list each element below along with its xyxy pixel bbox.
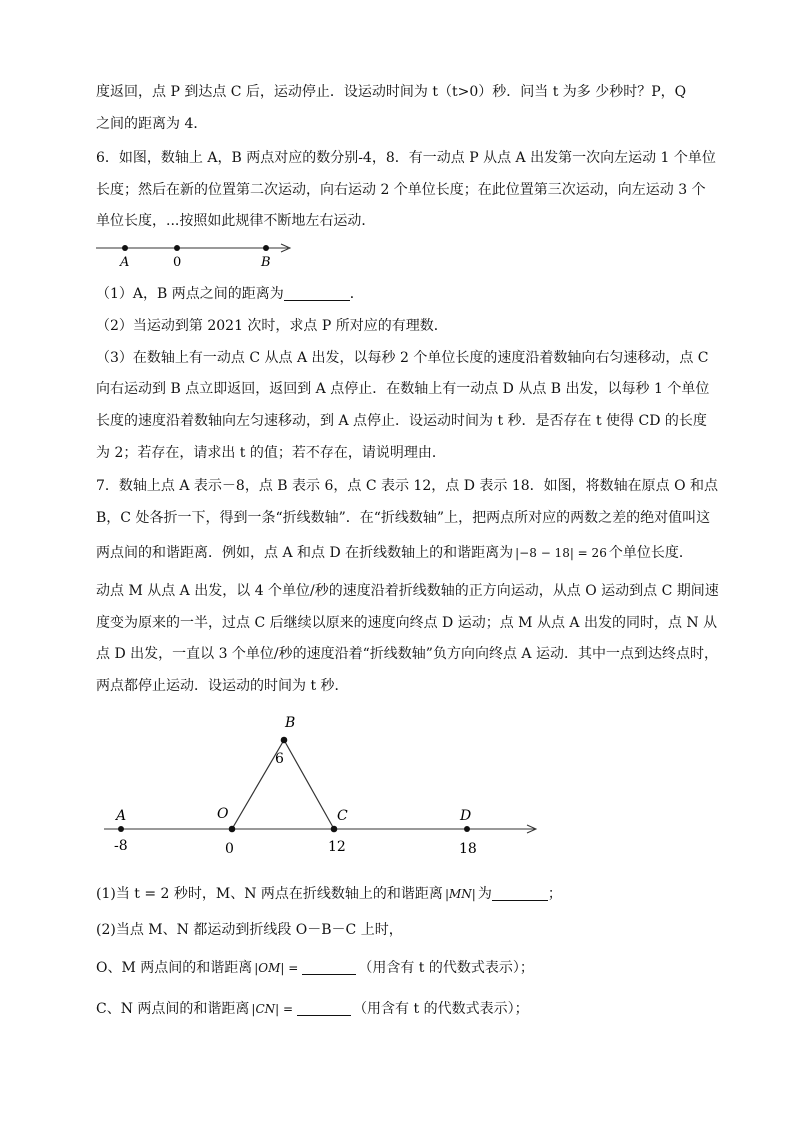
problem6-line3: 单位长度，...按照如此规律不断地左右运动．	[96, 213, 376, 229]
problem5-line1: 度返回，点 P 到达点 C 后，运动停止．设运动时间为 t（t>0）秒．问当 t 为多 少秒时？P，Q	[96, 84, 687, 100]
problem7-question2: (2)当点 M、N 都运动到折线段 O－B－C 上时，	[96, 922, 403, 938]
point-d-dot	[464, 826, 470, 832]
cn-expression: |CN| =	[251, 1002, 294, 1016]
point-b-dot	[263, 245, 269, 251]
label-b: B	[285, 715, 296, 731]
point-o-dot	[229, 826, 236, 833]
label-a: A	[120, 255, 130, 270]
point-b-dot	[281, 737, 288, 744]
problem6-question3-line1: （3）在数轴上有一动点 C 从点 A 出发，以每秒 2 个单位长度的速度沿着数轴向右匀速移动，点 C	[96, 350, 709, 366]
label-a: A	[116, 808, 127, 824]
label-origin: 0	[173, 255, 182, 270]
answer-blank[interactable]	[302, 960, 356, 975]
harmony-distance-expression: |−8 − 18| = 26	[515, 546, 607, 560]
problem7-line1: 7．数轴上点 A 表示－8，点 B 表示 6，点 C 表示 12，点 D 表示 18．如图，将数轴在原点 O 和点	[96, 478, 719, 494]
label-b: B	[261, 255, 271, 270]
point-a-dot	[118, 826, 124, 832]
label-d: D	[460, 808, 472, 824]
value-o: 0	[225, 841, 234, 857]
problem6-line1: 6．如图，数轴上 A，B 两点对应的数分别-4，8．有一动点 P 从点 A 出发第一次向左运动 1 个单位	[96, 150, 716, 166]
problem6-question3-line3: 长度的速度沿着数轴向左匀速移动，到 A 点停止．设运动时间为 t 秒．是否存在 t 使得 CD 的长度	[96, 413, 707, 429]
problem5-line2: 之间的距离为 4．	[96, 116, 208, 132]
point-origin-dot	[174, 245, 180, 251]
problem7-line2: B，C 处各折一下，得到一条“折线数轴”．在“折线数轴”上，把两点所对应的两数之差的绝对值叫这	[96, 510, 711, 526]
om-expression: |OM| =	[254, 961, 299, 975]
problem7-line5: 度变为原来的一半，过点 C 后继续以原来的速度向终点 D 运动；点 M 从点 A 出发的同时，点 N 从	[96, 615, 718, 631]
problem7-question1: (1)当 t = 2 秒时，M、N 两点在折线数轴上的和谐距离 |MN| 为 ；	[96, 886, 562, 902]
problem6-question3-line2: 向右运动到 B 点立即返回，返回到 A 点停止．在数轴上有一动点 D 从点 B 出发，以每秒 1 个单位	[96, 381, 710, 397]
value-b: 6	[275, 751, 284, 767]
problem7-line4: 动点 M 从点 A 出发，以 4 个单位/秒的速度沿着折线数轴的正方向运动，从点 O 运动到点 C 期间速	[96, 583, 719, 599]
problem6-question2: （2）当运动到第 2021 次时，求点 P 所对应的有理数．	[96, 318, 448, 334]
problem7-line6: 点 D 出发，一直以 3 个单位/秒的速度沿着“折线数轴”负方向向终点 A 运动．其中一点到达终点时，	[96, 646, 718, 662]
label-o: O	[217, 806, 229, 822]
point-c-dot	[331, 826, 338, 833]
answer-blank[interactable]	[492, 886, 548, 901]
value-d: 18	[459, 841, 477, 857]
problem7-line7: 两点都停止运动．设运动的时间为 t 秒．	[96, 678, 349, 694]
value-a: -8	[114, 838, 128, 854]
label-c: C	[337, 808, 348, 824]
value-c: 12	[328, 839, 346, 855]
problem6-question3-line4: 为 2；若存在，请求出 t 的值；若不存在，请说明理由．	[96, 445, 446, 461]
problem6-number-line-figure	[92, 238, 302, 270]
problem6-question1: （1）A，B 两点之间的距离为 ．	[96, 286, 364, 302]
problem7-question2-cn: C、N 两点间的和谐距离 |CN| = （用含有 t 的代数式表示）；	[96, 1001, 529, 1017]
problem7-question2-om: O、M 两点间的和谐距离 |OM| = （用含有 t 的代数式表示）；	[96, 960, 534, 976]
problem7-line3: 两点间的和谐距离．例如，点 A 和点 D 在折线数轴上的和谐距离为 |−8 − 18| = 26 个单位长度．	[96, 545, 693, 561]
problem6-line2: 长度；然后在新的位置第二次运动，向右运动 2 个单位长度；在此位置第三次运动，向左运动 3 个	[96, 182, 706, 198]
answer-blank[interactable]	[284, 286, 350, 301]
answer-blank[interactable]	[297, 1001, 351, 1016]
problem7-folded-number-line-figure	[98, 710, 548, 860]
mn-expression: |MN|	[444, 887, 476, 901]
point-a-dot	[122, 245, 128, 251]
